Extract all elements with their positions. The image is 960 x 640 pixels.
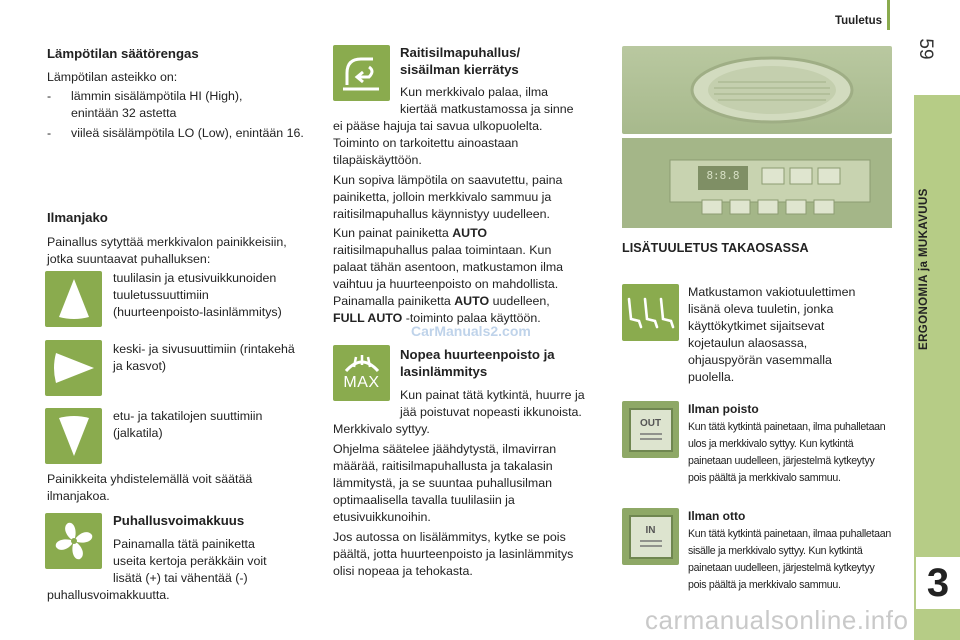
- watermark-bottom: carmanualsonline.info: [645, 605, 909, 635]
- blower-line1: Painamalla tätä painiketta: [113, 537, 255, 551]
- air-in-icon: [622, 508, 679, 565]
- recirc-p3-line1: [333, 225, 487, 242]
- footwell-vent-icon: [45, 408, 102, 464]
- auto-keyword: AUTO: [454, 294, 490, 308]
- windscreen-vent-icon: [45, 271, 102, 327]
- quick-defrost-heading-line2: lasinlämmitys: [400, 364, 488, 379]
- defrost-p2-line3: lämmitystä, ja se suuntaa puhallusilman: [333, 476, 553, 490]
- air-distribution-heading: Ilmanjako: [47, 210, 108, 225]
- rear-ventilation-heading: LISÄTUULETUS TAKAOSASSA: [622, 241, 809, 255]
- recirc-p2-line2: painiketta, jolloin merkkivalo sammuu ja: [333, 190, 552, 204]
- air-in-icon-label: IN: [645, 524, 656, 536]
- control-panel-photo: [622, 138, 892, 228]
- recirc-p3-text: Kun painat painiketta: [333, 226, 453, 240]
- chapter-tab-label: ERGONOMIA ja MUKAVUUS: [918, 188, 930, 350]
- recirc-p2-line3: raitisilmapuhallus käynnistyy uudelleen.: [333, 207, 550, 221]
- air-out-line1: Kun tätä kytkintä painetaan, ilma puhalletaan: [688, 421, 886, 433]
- defrost-p1-line3: Merkkivalo syttyy.: [333, 422, 430, 436]
- air-opt3-line2: (jalkatila): [113, 426, 163, 440]
- blower-line2: useita kertoja peräkkäin voit: [113, 554, 267, 568]
- recirc-p1-line3: ei pääse hajuja tai savua ulkopuolelta.: [333, 119, 543, 133]
- recirculation-heading-line1: Raitisilmapuhallus/: [400, 45, 521, 60]
- rear-vent-line5: ohjauspyörän vasemmalla: [688, 353, 832, 367]
- air-in-description: [688, 526, 891, 594]
- defrost-p3-line2: päältä, jotta huurteenpoisto ja lasinlämmitys: [333, 547, 574, 561]
- recirc-p3-line2: raitisilmapuhallus palaa toimintaan. Kun: [333, 243, 552, 257]
- air-out-switch: [629, 408, 673, 452]
- recirc-p3-text: Painamalla painiketta: [333, 294, 455, 308]
- page-number: 59: [915, 38, 936, 60]
- air-out-icon: [622, 401, 679, 458]
- defrost-p2-line1: Ohjelma säätelee jäähdytystä, ilmavirran: [333, 442, 557, 456]
- temp-item-hi-line1: lämmin sisälämpötila HI (High),: [71, 89, 243, 103]
- air-out-heading: Ilman poisto: [688, 402, 759, 416]
- recirc-p1-line4: Toiminto on tarkoitettu ainoastaan: [333, 136, 519, 150]
- air-out-description: [688, 419, 885, 487]
- air-opt3-line1: etu- ja takatilojen suuttimiin: [113, 409, 263, 423]
- blower-line4: puhallusvoimakkuutta.: [47, 588, 170, 602]
- air-out-line4: pois päältä ja merkkivalo sammuu.: [688, 472, 841, 484]
- air-opt2-line1: keski- ja sivusuuttimiin (rintakehä: [113, 342, 295, 356]
- blower-heading: Puhallusvoimakkuus: [113, 513, 245, 528]
- air-in-line1: Kun tätä kytkintä painetaan, ilmaa puhalletaan: [688, 528, 891, 540]
- air-dist-outro-line1: Painikkeita yhdistelemällä voit säätää: [47, 472, 253, 486]
- defrost-p1-line1: Kun painat tätä kytkintä, huurre ja: [400, 388, 585, 402]
- air-in-line2: sisälle ja merkkivalo syttyy. Kun kytkintä: [688, 545, 863, 557]
- recirc-p1-line5: tilapäiskäyttöön.: [333, 153, 422, 167]
- temp-item-hi-line2: enintään 32 astetta: [71, 106, 177, 120]
- face-vent-icon: [45, 340, 102, 396]
- defrost-p1-line2: jää poistuvat nopeasti ikkunoista.: [400, 405, 582, 419]
- air-opt1-line1: tuulilasin ja etusivuikkunoiden: [113, 271, 277, 285]
- rear-vent-photo: [622, 46, 892, 134]
- air-dist-outro-line2: ilmanjakoa.: [47, 489, 110, 503]
- watermark-top: CarManuals2.com: [411, 323, 531, 339]
- defrost-p2-line4: optimaalisella tavalla tuulilasiin ja: [333, 493, 515, 507]
- panel-display: 8:8.8: [706, 169, 740, 182]
- air-in-switch: [629, 515, 673, 559]
- recirculation-heading-line2: sisäilman kierrätys: [400, 62, 519, 77]
- temp-item-lo: viileä sisälämpötila LO (Low), enintään 16.: [71, 126, 304, 140]
- recirc-p1-line1: Kun merkkivalo palaa, ilma: [400, 85, 549, 99]
- air-opt1-line3: (huurteenpoisto-lasinlämmitys): [113, 305, 282, 319]
- defrost-p2-line2: määrää, raitisilmapuhallusta ja takalasin: [333, 459, 553, 473]
- air-in-line4: pois päältä ja merkkivalo sammuu.: [688, 579, 841, 591]
- quick-defrost-heading-line1: Nopea huurteenpoisto ja: [400, 347, 555, 362]
- rear-vent-line3: käyttökytkimet sijaitsevat: [688, 319, 825, 333]
- air-dist-intro-line2: jotka suuntaavat puhalluksen:: [47, 252, 211, 266]
- bullet-dash: -: [47, 126, 52, 140]
- recirc-p3-line3: palaat tähän asentoon, matkustamon ilma: [333, 260, 564, 274]
- auto-keyword: AUTO: [452, 226, 488, 240]
- air-opt2-line2: ja kasvot): [113, 359, 167, 373]
- air-out-line2: ulos ja merkkivalo syttyy. Kun kytkintä: [688, 438, 854, 450]
- recirc-p3-text: -toiminto palaa käyttöön.: [402, 311, 541, 325]
- recirc-p3-text: uudelleen,: [489, 294, 550, 308]
- recirc-p1-line2: kiertää matkustamossa ja sinne: [400, 102, 574, 116]
- recirc-p3-line5: [333, 293, 550, 310]
- fan-icon: [45, 513, 102, 569]
- bullet-dash: -: [47, 89, 52, 103]
- air-out-line3: painetaan uudelleen, järjestelmä kytkeytyy: [688, 455, 875, 467]
- page-header-title: Tuuletus: [834, 15, 882, 27]
- rear-seats-icon: [622, 284, 679, 341]
- max-defrost-icon: [333, 345, 390, 401]
- chapter-number: 3: [916, 557, 960, 609]
- rear-vent-line6: puolella.: [688, 370, 735, 384]
- defrost-p2-line5: etusivuikkunoihin.: [333, 510, 431, 524]
- air-in-heading: Ilman otto: [688, 509, 746, 523]
- air-dist-intro-line1: Painallus sytyttää merkkivalon painikkeisiin,: [47, 235, 287, 249]
- temp-wheel-intro: Lämpötilan asteikko on:: [47, 70, 178, 84]
- max-icon-label: MAX: [343, 374, 380, 391]
- rear-vent-line2: lisänä oleva tuuletin, jonka: [688, 302, 834, 316]
- defrost-p3-line1: Jos autossa on lisälämmitys, kytke se pois: [333, 530, 566, 544]
- header-accent-bar: [887, 0, 890, 30]
- full-auto-keyword: FULL AUTO: [333, 311, 403, 325]
- recirculation-icon: [333, 45, 390, 101]
- recirc-p2-line1: Kun sopiva lämpötila on saavutettu, paina: [333, 173, 563, 187]
- defrost-p3-line3: olisi nopeaa ja tehokasta.: [333, 564, 473, 578]
- rear-vent-line1: Matkustamon vakiotuulettimen: [688, 285, 856, 299]
- air-in-line3: painetaan uudelleen, järjestelmä kytkeytyy: [688, 562, 875, 574]
- air-out-icon-label: OUT: [639, 417, 662, 429]
- rear-vent-line4: kojetaulun alaosassa,: [688, 336, 808, 350]
- recirc-p3-line4: vaihtuu ja huurteenpoisto on mahdollista.: [333, 277, 559, 291]
- air-opt1-line2: tuuletussuuttimiin: [113, 288, 209, 302]
- blower-line3: lisätä (+) tai vähentää (-): [113, 571, 248, 585]
- temp-wheel-heading: Lämpötilan säätörengas: [47, 46, 199, 61]
